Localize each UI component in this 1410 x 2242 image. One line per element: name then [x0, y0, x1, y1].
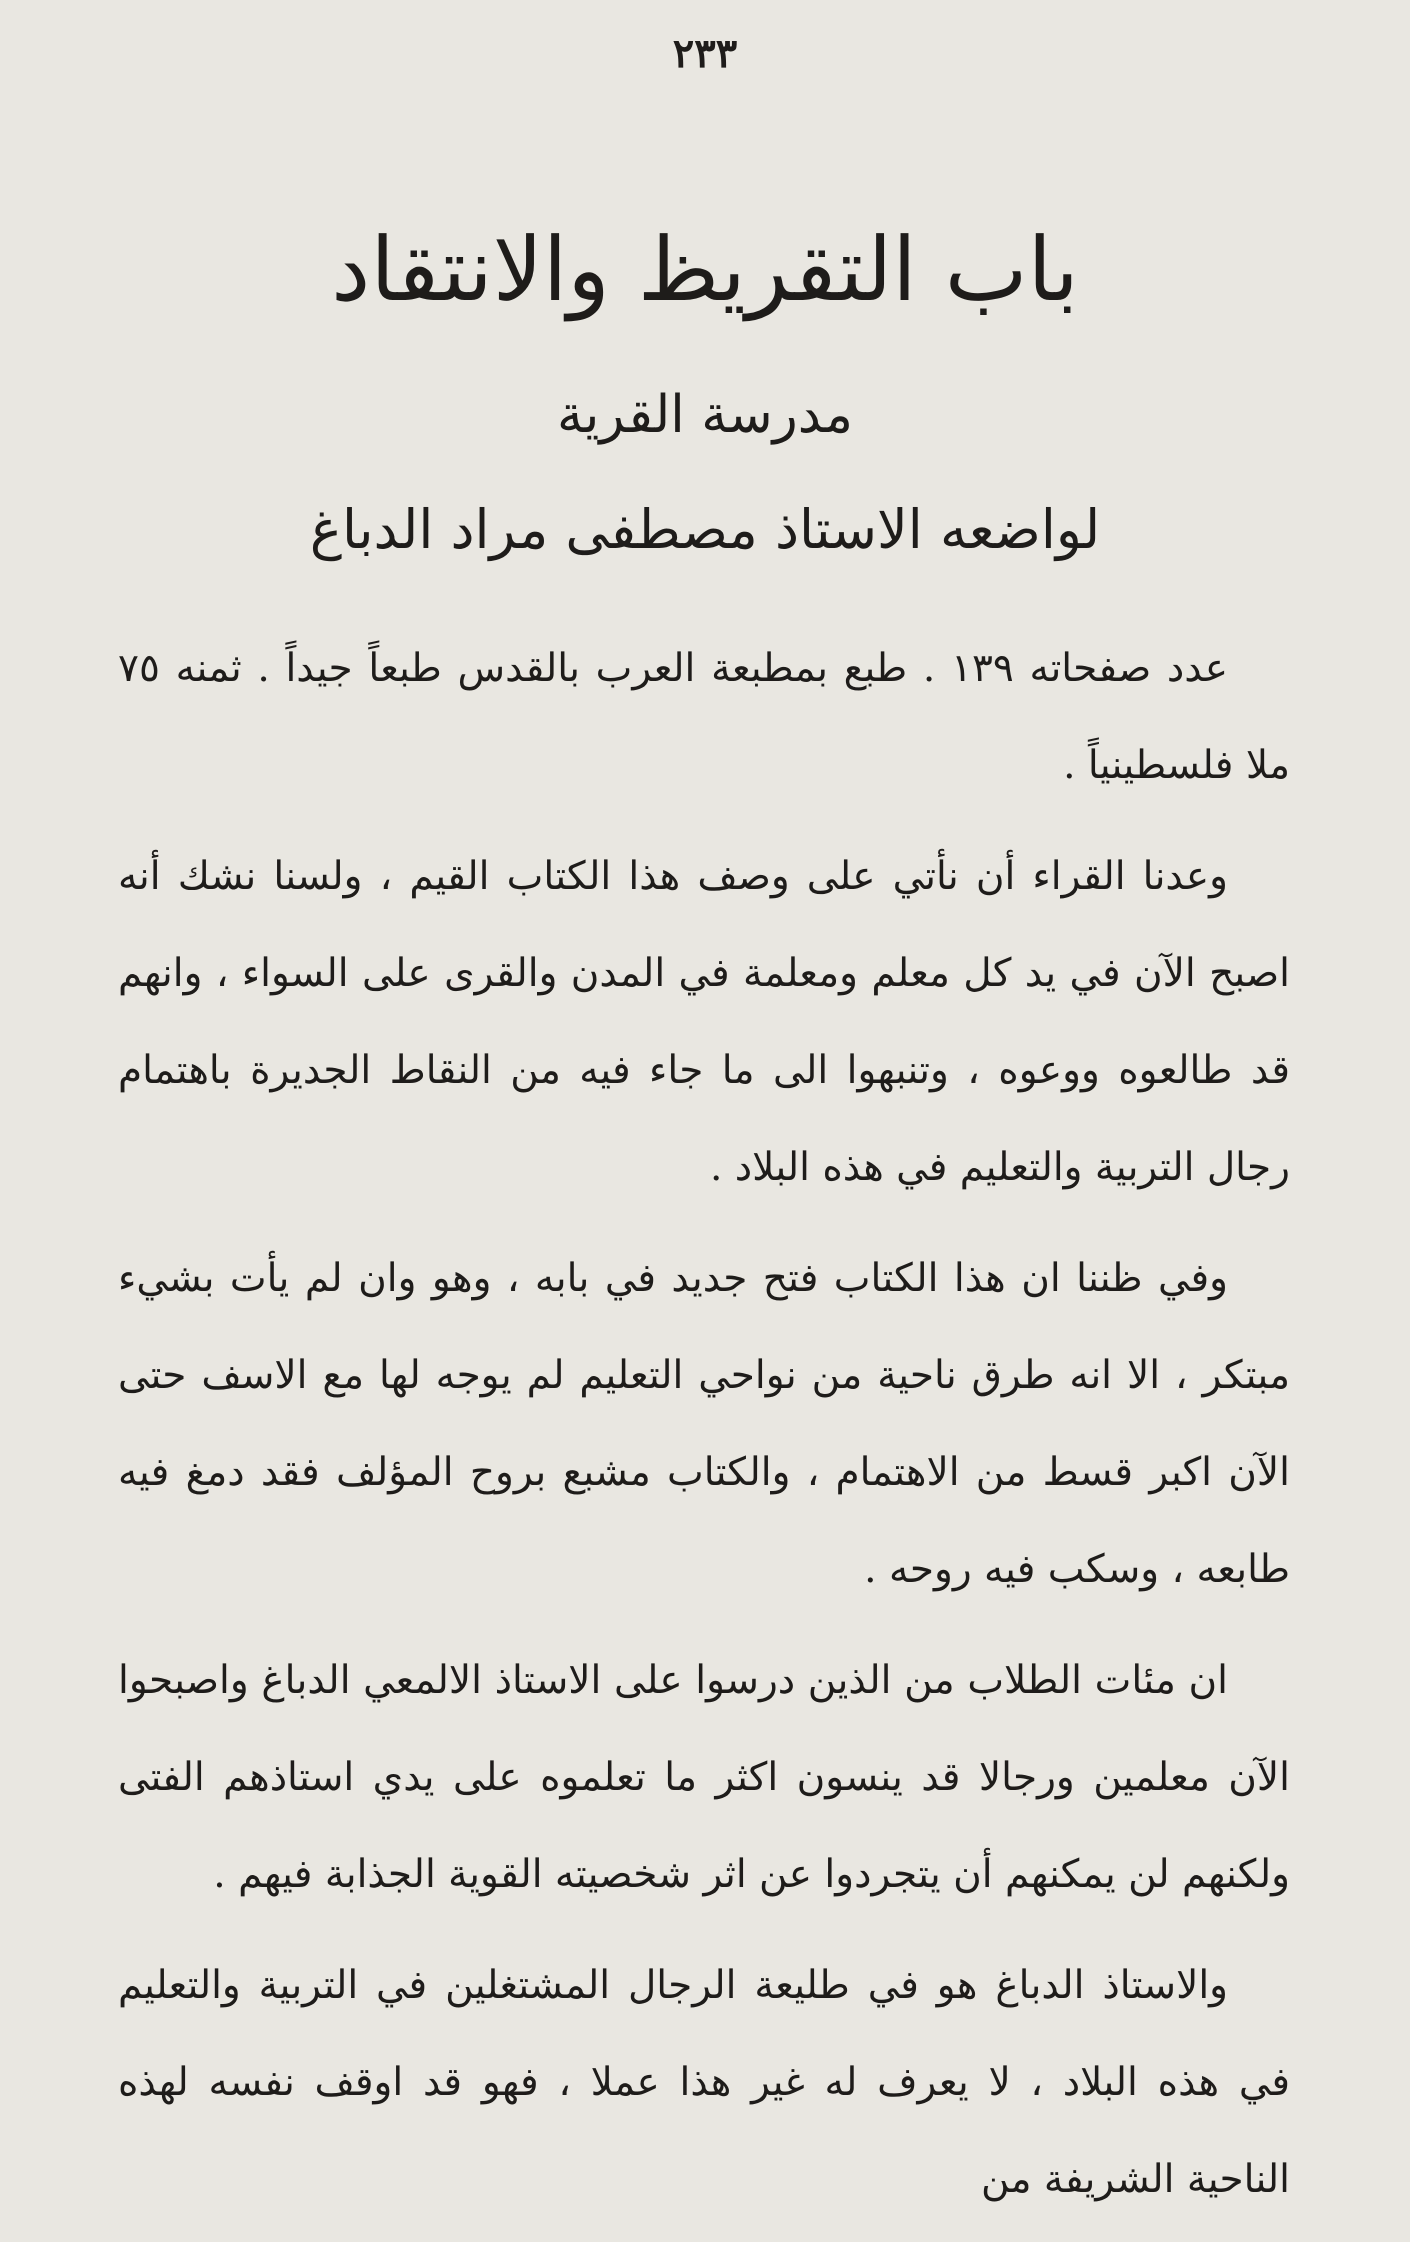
page-number: ٢٣٣ — [672, 30, 738, 77]
paragraph-author: والاستاذ الدباغ هو في طليعة الرجال المشتغلين في التربية والتعليم في هذه البلاد ، لا يعرف له غير هذا عملا ، فهو قد اوقف نفسه لهذه الناحية الشريفة من — [118, 1963, 1290, 2202]
paragraph-opinion: وفي ظننا ان هذا الكتاب فتح جديد في بابه ، وهو وان لم يأت بشيء مبتكر ، الا انه طرق ناحية من نواحي التعليم لم يوجه لها مع الاسف حتى الآن اكبر قسط من الاهتمام ، والكتاب مشبع بروح المؤلف فقد دمغ فيه طابعه ، وسكب فيه روحه . — [118, 1256, 1290, 1592]
section-title: باب التقريظ والانتقاد — [331, 218, 1079, 321]
paragraph-book-details: عدد صفحاته ١٣٩ . طبع بمطبعة العرب بالقدس طبعاً جيداً . ثمنه ٧٥ ملا فلسطينياً . — [118, 646, 1290, 788]
paragraph-students: ان مئات الطلاب من الذين درسوا على الاستاذ الالمعي الدباغ واصبحوا الآن معلمين ورجالا قد ينسون اكثر ما تعلموه على يدي استاذهم الفتى ولكنهم لن يمكنهم أن يتجردوا عن اثر شخصيته القوية الجذابة فيهم . — [118, 1658, 1290, 1897]
author-line: لواضعه الاستاذ مصطفى مراد الدباغ — [309, 498, 1101, 561]
paragraph-promise: وعدنا القراء أن نأتي على وصف هذا الكتاب القيم ، ولسنا نشك أنه اصبح الآن في يد كل معلم ومعلمة في المدن والقرى على السواء ، وانهم قد طالعوه ووعوه ، وتنبهوا الى ما جاء فيه من النقاط الجديرة باهتمام رجال التربية والتعليم في هذه البلاد . — [118, 854, 1290, 1190]
review-body — [118, 620, 1290, 2242]
book-title: مدرسة القرية — [557, 385, 853, 445]
